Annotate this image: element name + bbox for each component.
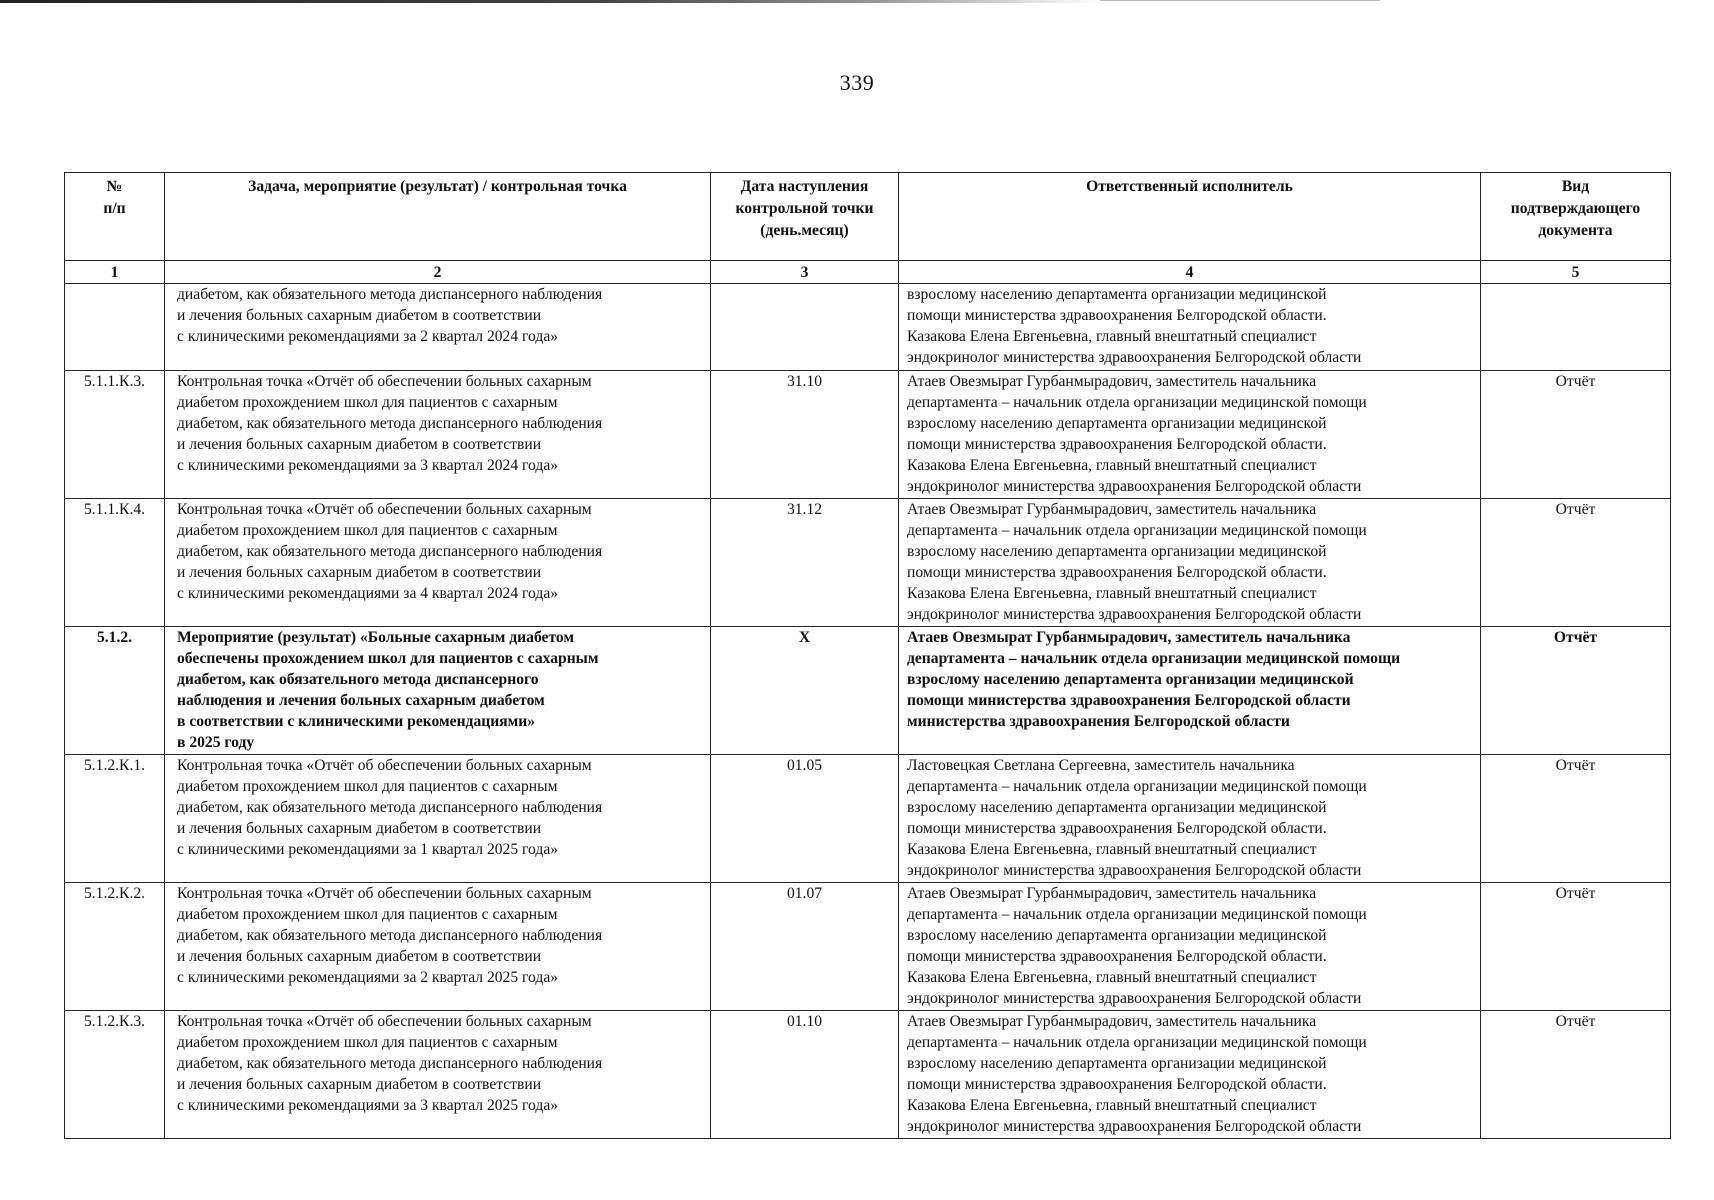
responsible-line: Атаев Овезмырат Гурбанмырадович, заместитель начальника	[907, 885, 1317, 902]
row-doc-type-cell: Отчёт	[1481, 883, 1671, 1011]
row-task-cell	[165, 284, 711, 371]
responsible-line: эндокринолог министерства здравоохранения Белгородской области	[907, 606, 1362, 623]
responsible-line: Атаев Овезмырат Гурбанмырадович, заместитель начальника	[907, 373, 1317, 390]
row-responsible-cell	[899, 499, 1481, 627]
responsible-line: эндокринолог министерства здравоохранения Белгородской области	[907, 990, 1362, 1007]
row-responsible-cell	[899, 627, 1481, 755]
task-line: в 2025 году	[177, 734, 255, 751]
responsible-line: Казакова Елена Евгеньевна, главный внештатный специалист	[907, 841, 1317, 858]
row-doc-type-cell: Отчёт	[1481, 499, 1671, 627]
header-date-line: (день.месяц)	[760, 222, 849, 239]
row-responsible-cell	[899, 284, 1481, 371]
row-responsible-cell	[899, 371, 1481, 499]
responsible-line: Атаев Овезмырат Гурбанмырадович, заместитель начальника	[907, 629, 1351, 646]
row-doc-type-cell: Отчёт	[1481, 755, 1671, 883]
task-line: и лечения больных сахарным диабетом в соответствии	[177, 948, 542, 965]
header-responsible: Ответственный исполнитель	[899, 173, 1481, 261]
task-line: Контрольная точка «Отчёт об обеспечении больных сахарным	[177, 1013, 592, 1030]
header-doc-type	[1481, 173, 1671, 261]
column-number-row	[65, 261, 1671, 284]
table-row	[65, 627, 1671, 755]
control-points-table	[64, 172, 1671, 1139]
column-number: 1	[65, 261, 165, 284]
task-line: диабетом, как обязательного метода диспансерного наблюдения	[177, 927, 603, 944]
header-doc-line: подтверждающего	[1510, 200, 1641, 217]
task-line: и лечения больных сахарным диабетом в соответствии	[177, 436, 542, 453]
header-doc-line: документа	[1538, 222, 1613, 239]
task-line: Контрольная точка «Отчёт об обеспечении больных сахарным	[177, 885, 592, 902]
row-num-cell: 5.1.1.К.4.	[65, 499, 165, 627]
header-num-line: п/п	[103, 200, 126, 217]
responsible-line: взрослому населению департамента организации медицинской	[907, 1055, 1327, 1072]
header-num	[65, 173, 165, 261]
responsible-line: эндокринолог министерства здравоохранения Белгородской области	[907, 478, 1362, 495]
table-row	[65, 1011, 1671, 1139]
task-line: с клиническими рекомендациями за 2 квартал 2024 года»	[177, 328, 559, 345]
row-num-cell: 5.1.2.К.1.	[65, 755, 165, 883]
top-scan-rule-faint	[1100, 0, 1380, 1]
column-number: 2	[165, 261, 711, 284]
row-doc-type-cell: Отчёт	[1481, 1011, 1671, 1139]
page-number: 339	[839, 70, 875, 95]
responsible-line: эндокринолог министерства здравоохранения Белгородской области	[907, 1118, 1362, 1135]
task-line: Мероприятие (результат) «Больные сахарным диабетом	[177, 629, 575, 646]
responsible-line: эндокринолог министерства здравоохранения Белгородской области	[907, 349, 1362, 366]
header-row	[65, 173, 1671, 261]
task-line: и лечения больных сахарным диабетом в соответствии	[177, 820, 542, 837]
task-line: с клиническими рекомендациями за 1 квартал 2025 года»	[177, 841, 559, 858]
responsible-line: помощи министерства здравоохранения Белгородской области.	[907, 436, 1327, 453]
row-date-cell: 01.07	[711, 883, 899, 1011]
task-line: и лечения больных сахарным диабетом в соответствии	[177, 307, 542, 324]
responsible-line: Казакова Елена Евгеньевна, главный внештатный специалист	[907, 328, 1317, 345]
responsible-line: Казакова Елена Евгеньевна, главный внештатный специалист	[907, 1097, 1317, 1114]
task-line: в соответствии с клиническими рекомендациями»	[177, 713, 536, 730]
responsible-line: департамента – начальник отдела организации медицинской помощи	[907, 522, 1367, 539]
row-num-cell: 5.1.2.	[65, 627, 165, 755]
table-row	[65, 371, 1671, 499]
row-task-cell	[165, 371, 711, 499]
row-num-cell: 5.1.1.К.3.	[65, 371, 165, 499]
responsible-line: Казакова Елена Евгеньевна, главный внештатный специалист	[907, 457, 1317, 474]
row-num-cell: 5.1.2.К.2.	[65, 883, 165, 1011]
row-task-cell	[165, 883, 711, 1011]
task-line: диабетом, как обязательного метода диспансерного наблюдения	[177, 799, 603, 816]
column-number: 4	[899, 261, 1481, 284]
responsible-line: Казакова Елена Евгеньевна, главный внештатный специалист	[907, 969, 1317, 986]
responsible-line: министерства здравоохранения Белгородской области	[907, 713, 1290, 730]
responsible-line: помощи министерства здравоохранения Белгородской области.	[907, 948, 1327, 965]
header-num-line: №	[106, 178, 123, 195]
task-line: диабетом прохождением школ для пациентов с сахарным	[177, 522, 558, 539]
responsible-line: департамента – начальник отдела организации медицинской помощи	[907, 1034, 1367, 1051]
task-line: и лечения больных сахарным диабетом в соответствии	[177, 1076, 542, 1093]
row-date-cell: 31.12	[711, 499, 899, 627]
header-doc-line: Вид	[1561, 178, 1590, 195]
row-date-cell: 01.05	[711, 755, 899, 883]
responsible-line: помощи министерства здравоохранения Белгородской области.	[907, 564, 1327, 581]
task-line: с клиническими рекомендациями за 3 квартал 2024 года»	[177, 457, 559, 474]
responsible-line: помощи министерства здравоохранения Белгородской области.	[907, 1076, 1327, 1093]
responsible-line: департамента – начальник отдела организации медицинской помощи	[907, 394, 1367, 411]
row-num-cell	[65, 284, 165, 371]
responsible-line: департамента – начальник отдела организации медицинской помощи	[907, 650, 1401, 667]
row-task-cell	[165, 755, 711, 883]
header-date-line: контрольной точки	[735, 200, 874, 217]
responsible-line: взрослому населению департамента организации медицинской	[907, 543, 1327, 560]
task-line: диабетом, как обязательного метода диспансерного	[177, 671, 539, 688]
row-task-cell	[165, 499, 711, 627]
task-line: с клиническими рекомендациями за 3 квартал 2025 года»	[177, 1097, 559, 1114]
row-date-cell: 31.10	[711, 371, 899, 499]
row-doc-type-cell: Отчёт	[1481, 627, 1671, 755]
task-line: диабетом прохождением школ для пациентов с сахарным	[177, 778, 558, 795]
row-doc-type-cell	[1481, 284, 1671, 371]
column-number: 3	[711, 261, 899, 284]
task-line: Контрольная точка «Отчёт об обеспечении больных сахарным	[177, 373, 592, 390]
table-row	[65, 499, 1671, 627]
task-line: и лечения больных сахарным диабетом в соответствии	[177, 564, 542, 581]
responsible-line: взрослому населению департамента организации медицинской	[907, 799, 1327, 816]
task-line: Контрольная точка «Отчёт об обеспечении больных сахарным	[177, 501, 592, 518]
header-date-line: Дата наступления	[740, 178, 869, 195]
responsible-line: Ластовецкая Светлана Сергеевна, заместитель начальника	[907, 757, 1295, 774]
task-line: диабетом, как обязательного метода диспансерного наблюдения	[177, 1055, 603, 1072]
task-line: с клиническими рекомендациями за 4 квартал 2024 года»	[177, 585, 559, 602]
responsible-line: Атаев Овезмырат Гурбанмырадович, заместитель начальника	[907, 501, 1317, 518]
responsible-line: помощи министерства здравоохранения Белгородской области.	[907, 820, 1327, 837]
row-responsible-cell	[899, 1011, 1481, 1139]
responsible-line: помощи министерства здравоохранения Белгородской области.	[907, 307, 1327, 324]
responsible-line: эндокринолог министерства здравоохранения Белгородской области	[907, 862, 1362, 879]
task-line: диабетом прохождением школ для пациентов с сахарным	[177, 394, 558, 411]
header-task: Задача, мероприятие (результат) / контрольная точка	[165, 173, 711, 261]
task-line: диабетом, как обязательного метода диспансерного наблюдения	[177, 543, 603, 560]
row-responsible-cell	[899, 883, 1481, 1011]
responsible-line: департамента – начальник отдела организации медицинской помощи	[907, 906, 1367, 923]
row-task-cell	[165, 1011, 711, 1139]
column-number: 5	[1481, 261, 1671, 284]
table-row	[65, 755, 1671, 883]
header-date	[711, 173, 899, 261]
continuation-row	[65, 284, 1671, 371]
task-line: диабетом прохождением школ для пациентов с сахарным	[177, 906, 558, 923]
responsible-line: Атаев Овезмырат Гурбанмырадович, заместитель начальника	[907, 1013, 1317, 1030]
table-row	[65, 883, 1671, 1011]
responsible-line: взрослому населению департамента организации медицинской	[907, 415, 1327, 432]
task-line: Контрольная точка «Отчёт об обеспечении больных сахарным	[177, 757, 592, 774]
responsible-line: Казакова Елена Евгеньевна, главный внештатный специалист	[907, 585, 1317, 602]
task-line: диабетом, как обязательного метода диспансерного наблюдения	[177, 286, 603, 303]
row-task-cell	[165, 627, 711, 755]
responsible-line: взрослому населению департамента организации медицинской	[907, 671, 1354, 688]
responsible-line: взрослому населению департамента организации медицинской	[907, 286, 1327, 303]
task-line: диабетом, как обязательного метода диспансерного наблюдения	[177, 415, 603, 432]
row-date-cell: 01.10	[711, 1011, 899, 1139]
row-date-cell: Х	[711, 627, 899, 755]
task-line: с клиническими рекомендациями за 2 квартал 2025 года»	[177, 969, 559, 986]
row-responsible-cell	[899, 755, 1481, 883]
row-doc-type-cell: Отчёт	[1481, 371, 1671, 499]
row-date-cell	[711, 284, 899, 371]
responsible-line: департамента – начальник отдела организации медицинской помощи	[907, 778, 1367, 795]
task-line: наблюдения и лечения больных сахарным диабетом	[177, 692, 545, 709]
top-scan-rule	[0, 0, 1100, 3]
task-line: диабетом прохождением школ для пациентов с сахарным	[177, 1034, 558, 1051]
responsible-line: помощи министерства здравоохранения Белгородской области	[907, 692, 1351, 709]
task-line: обеспечены прохождением школ для пациентов с сахарным	[177, 650, 599, 667]
responsible-line: взрослому населению департамента организации медицинской	[907, 927, 1327, 944]
row-num-cell: 5.1.2.К.3.	[65, 1011, 165, 1139]
